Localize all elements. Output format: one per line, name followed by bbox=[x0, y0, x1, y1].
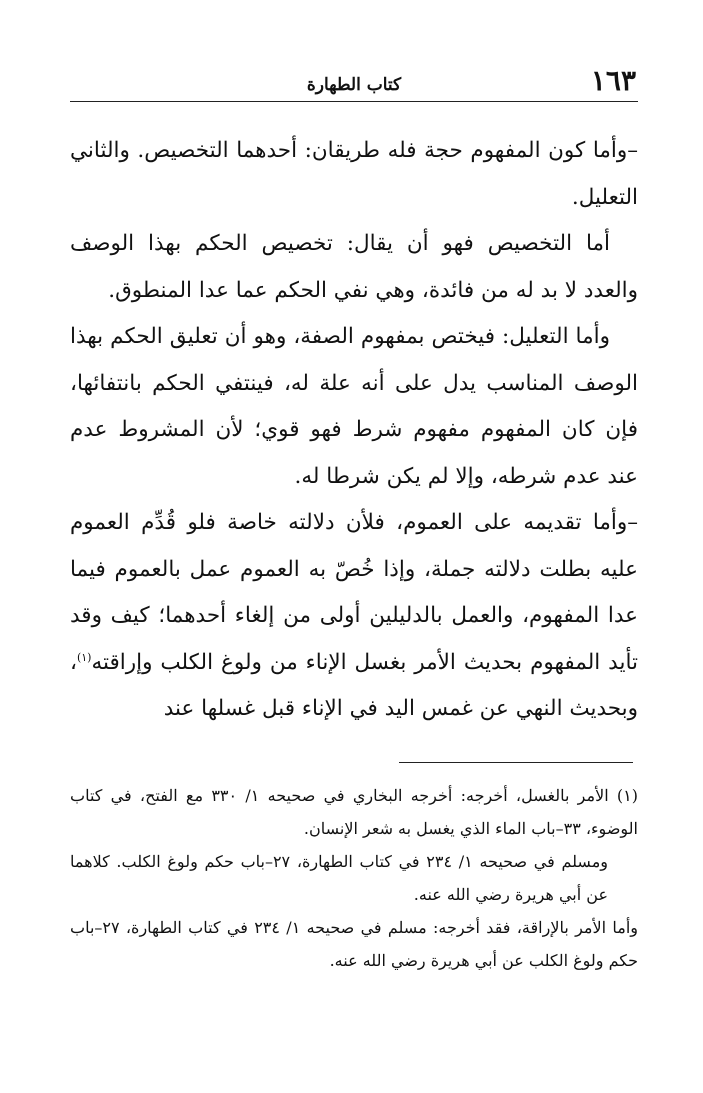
paragraph-4-text-b: ، وبحديث النهي عن غمس اليد في الإناء قبل غسلها عند bbox=[70, 649, 638, 721]
running-title: كتاب الطهارة bbox=[306, 75, 402, 95]
paragraph-3: وأما التعليل: فيختص بمفهوم الصفة، وهو أن تعليق الحكم بهذا الوصف المناسب يدل على أنه علة له، فينتفي الحكم بانتفائها، فإن كان المفهوم مفهوم شرط فهو قوي؛ لأن المشروط عدم عند عدم شرطه، وإلا لم يكن شرطا له. bbox=[70, 324, 638, 489]
footnote-1-irqa: وأما الأمر بالإراقة، فقد أخرجه: مسلم في صحيحه ١/ ٢٣٤ في كتاب الطهارة، ٢٧–باب حكم ولوغ الكلب عن أبي هريرة رضي الله عنه. bbox=[70, 918, 639, 970]
footnote-1: (١) الأمر بالغسل، أخرجه: أخرجه البخاري في صحيحه ١/ ٣٣٠ مع الفتح، في كتاب الوضوء، ٣٣–باب الماء الذي يغسل به شعر الإنسان. bbox=[70, 786, 639, 838]
footnote-divider bbox=[399, 762, 633, 763]
footnote-1-continued: ومسلم في صحيحه ١/ ٢٣٤ في كتاب الطهارة، ٢٧–باب حكم ولوغ الكلب. كلاهما عن أبي هريرة رضي الله عنه. bbox=[70, 852, 608, 904]
footnote-reference: (١) bbox=[76, 650, 92, 664]
header-divider bbox=[70, 101, 638, 102]
main-text bbox=[70, 128, 638, 733]
page-number: ١٦٣ bbox=[590, 64, 636, 97]
paragraph-2: أما التخصيص فهو أن يقال: تخصيص الحكم بهذا الوصف والعدد لا بد له من فائدة، وهي نفي الحكم عما عدا المنطوق. bbox=[70, 231, 638, 303]
paragraph-4-text-a: –وأما تقديمه على العموم، فلأن دلالته خاصة فلو قُدِّم العموم عليه بطلت دلالته جملة، وإذا خُصّ به العموم عمل بالعموم فيما عدا المفهوم، والعمل بالدليلين أولى من إلغاء أحدهما؛ كيف وقد تأيد المفهوم بحديث الأمر بغسل الإناء من ولوغ الكلب وإراقته bbox=[70, 510, 638, 675]
footnotes bbox=[70, 779, 638, 977]
paragraph-4 bbox=[70, 500, 638, 733]
page-header bbox=[70, 62, 638, 102]
paragraph-1: –وأما كون المفهوم حجة فله طريقان: أحدهما التخصيص. والثاني التعليل. bbox=[70, 138, 638, 210]
